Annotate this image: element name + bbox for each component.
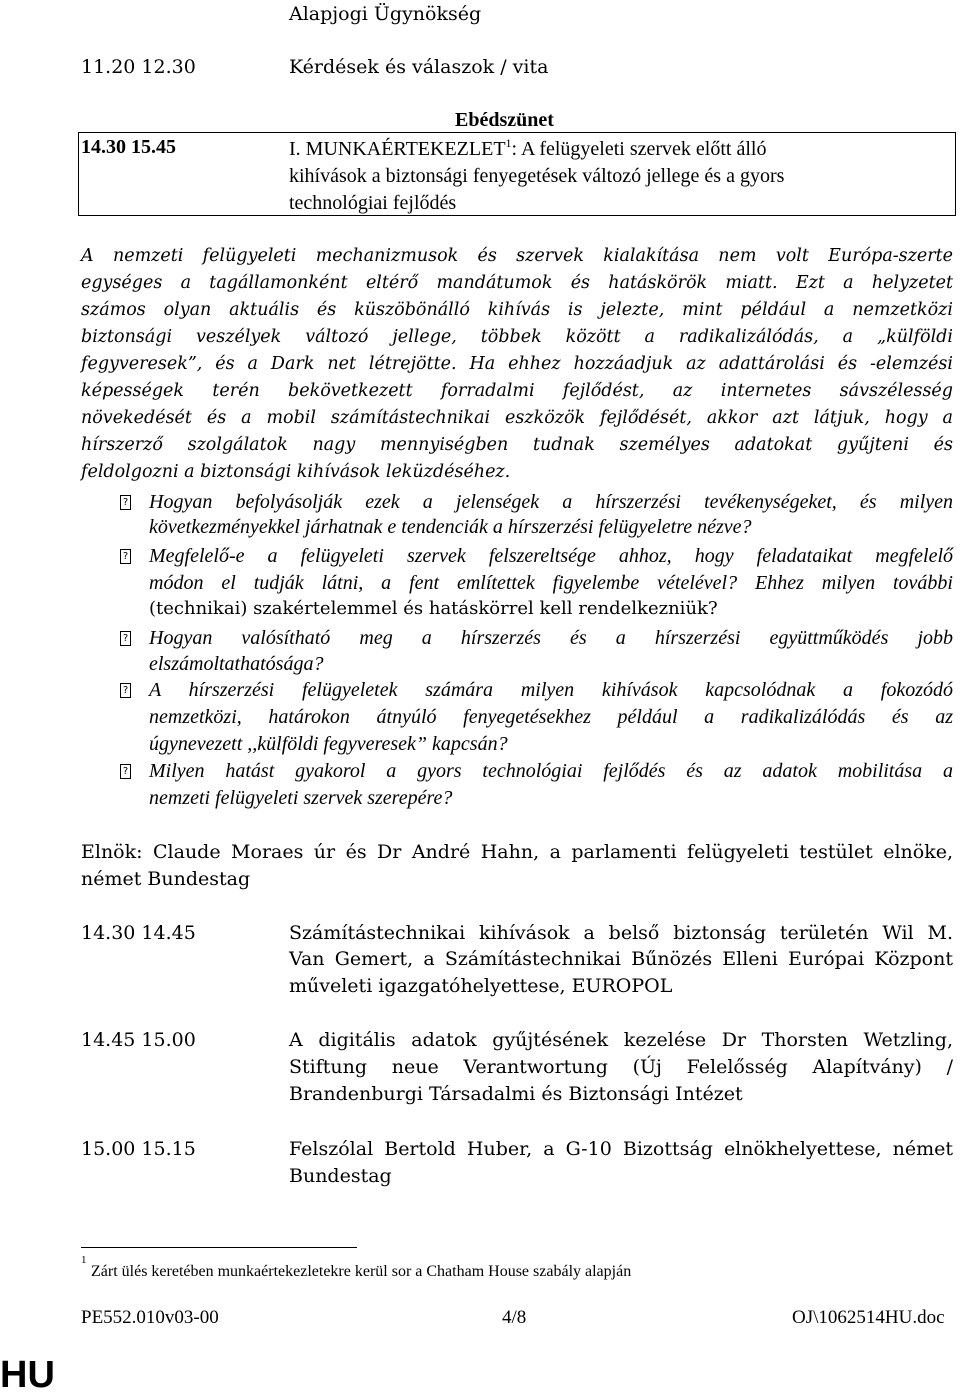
intro-line: hírszerző szolgálatok nagy mennyiségben tudnak személyes adatokat gyűjteni és (81, 435, 953, 455)
intro-line: A nemzeti felügyeleti mechanizmusok és szervek kialakítása nem volt Európa-szerte (81, 246, 953, 266)
bullet-missing-glyph-icon: ? (120, 631, 131, 646)
session-time: 14.45 15.00 (81, 1029, 196, 1051)
bullet-missing-glyph-icon: ? (120, 764, 131, 779)
chair-line: német Bundestag (81, 868, 251, 890)
session-line: Számítástechnikai kihívások a belső biztonság területén Wil M. (289, 922, 953, 944)
workshop-title-line-3: technológiai fejlődés (289, 192, 457, 214)
intro-line: számos olyan aktuális és küszöbönálló kihívás is jelezte, mint például a nemzetközi (81, 300, 953, 320)
session-time: 15.00 15.15 (81, 1138, 196, 1160)
row1-time: 11.20 12.30 (81, 56, 196, 78)
footnote-number: 1 (81, 1254, 87, 1266)
question-line: módon el tudják látni, a fent említettek figyelembe vételével? Ehhez milyen további (149, 572, 953, 594)
table-right-rule (955, 132, 956, 216)
question-line: (technikai) szakértelemmel és hatáskörrel kell rendelkezniük? (149, 598, 718, 619)
workshop-time: 14.30 15.45 (81, 136, 176, 158)
bullet-missing-glyph-icon: ? (120, 549, 131, 564)
footnote-separator (81, 1247, 357, 1248)
footer-page-number: 4/8 (502, 1307, 527, 1328)
bullet-missing-glyph-icon: ? (120, 683, 131, 698)
bullet-missing-glyph-icon: ? (120, 495, 131, 510)
question-line: nemzetközi, határokon átnyúló fenyegetésekhez például a radikalizálódás és az (149, 706, 953, 728)
session-line: Van Gemert, a Számítástechnikai Bűnözés Elleni Európai Központ (289, 948, 953, 970)
table-top-rule (78, 132, 956, 133)
footnote-text: Zárt ülés keretében munkaértekezletekre kerül sor a Chatham House szabály alapján (91, 1263, 632, 1280)
session-line: Bundestag (289, 1165, 392, 1187)
question-line: Milyen hatást gyakorol a gyors technológiai fejlődés és az adatok mobilitása a (149, 760, 953, 782)
footer-filename: OJ\1062514HU.doc (792, 1307, 945, 1328)
table-bottom-rule (78, 215, 956, 216)
question-line: elszámoltathatósága? (149, 653, 324, 675)
question-line: következményekkel járhatnak e tendenciák a hírszerzési felügyeletre nézve? (149, 516, 752, 538)
intro-line: képességek terén bekövetkezett forradalmi fejlődést, az internetes sávszélesség (81, 381, 953, 401)
question-line: nemzeti felügyeleti szervek szerepére? (149, 787, 453, 809)
session-time: 14.30 14.45 (81, 922, 196, 944)
agency-name: Alapjogi Ügynökség (289, 3, 482, 25)
footnote-ref: 1 (505, 136, 512, 150)
question-line: Hogyan valósítható meg a hírszerzés és a hírszerzési együttműködés jobb (149, 627, 953, 649)
session-line: Felszólal Bertold Huber, a G-10 Bizottság elnökhelyettese, német (289, 1138, 953, 1160)
intro-line: fegyveresek”, és a Dark net létrejötte. Ha ehhez hozzáadjuk az adattárolási és -elemzési (81, 354, 953, 374)
intro-line: biztonsági veszélyek változó jellege, többek között a radikalizálódás, a „külföldi (81, 327, 953, 347)
intro-line: növekedését és a mobil számítástechnikai eszközök fejlődését, akkor azt látjuk, hogy a (81, 408, 953, 428)
table-left-rule (78, 132, 79, 216)
session-line: A digitális adatok gyűjtésének kezelése Dr Thorsten Wetzling, (289, 1029, 953, 1051)
lunch-break: Ebédszünet (455, 109, 554, 131)
chair-line: Elnök: Claude Moraes úr és Dr André Hahn, a parlamenti felügyeleti testület elnöke, (81, 841, 953, 863)
question-line: úgynevezett ,,külföldi fegyveresek” kapcsán? (149, 733, 508, 755)
row1-title: Kérdések és válaszok / vita (289, 56, 549, 78)
question-line: Hogyan befolyásolják ezek a jelenségek a hírszerzési tevékenységeket, és milyen (149, 491, 953, 513)
workshop-title-line-2: kihívások a biztonsági fenyegetések változó jellege és a gyors (289, 165, 785, 187)
session-line: Brandenburgi Társadalmi és Biztonsági Intézet (289, 1083, 743, 1105)
language-code: HU (0, 1354, 55, 1396)
session-line: Stiftung neue Verantwortung (Új Felelősség Alapítvány) / (289, 1056, 953, 1078)
intro-line: egységes a tagállamonként eltérő mandátumok és hatáskörök miatt. Ezt a helyzetet (81, 273, 953, 293)
workshop-title-line-1: I. MUNKAÉRTEKEZLET$^1$: A felügyeleti szervek előtt álló (289, 136, 767, 160)
question-line: Megfelelő-e a felügyeleti szervek felszereltsége ahhoz, hogy feladataikat megfelelő (149, 545, 953, 567)
session-line: műveleti igazgatóhelyettese, EUROPOL (289, 975, 673, 997)
question-line: A hírszerzési felügyeletek számára milyen kihívások kapcsolódnak a fokozódó (149, 679, 953, 701)
footer-doc-id: PE552.010v03-00 (81, 1307, 219, 1328)
intro-line: feldolgozni a biztonsági kihívások leküzdéséhez. (81, 462, 511, 482)
